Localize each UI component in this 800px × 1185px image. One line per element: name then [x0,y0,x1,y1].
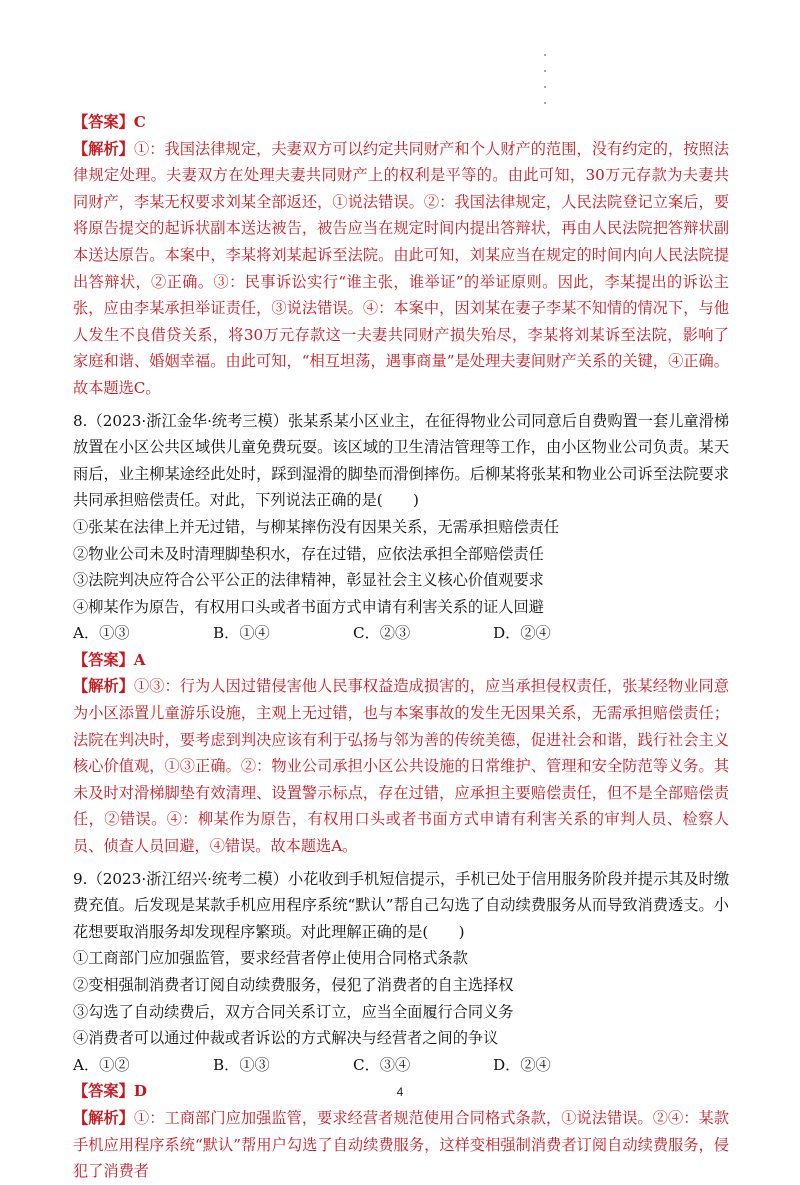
option-b: B．①④ [213,624,270,643]
option-a: A．①③ [73,624,130,643]
option-c: C．③④ [353,1055,411,1074]
question-8 [73,408,729,514]
answer-line [73,647,729,674]
option-c: C．②③ [353,624,411,643]
question-stem: 张某系某小区业主，在征得物业公司同意后自费购置一套儿童滑梯放置在小区公共区域供儿童免费玩耍。该区域的卫生清洁管理等工作，由小区物业公司负责。某天雨后，业主柳某途经此处时，踩到湿滑的脚垫而滑倒摔伤。后柳某将张某和物业公司诉至法院要求共同承担赔偿责任。对此，下列说法正确的是( ) [73,411,730,510]
option-d: D．②④ [493,1055,551,1074]
question-number: 9. [73,869,88,888]
question-9 [73,866,729,946]
answer-label: 【答案】 [73,113,134,131]
statement: ①张某在法律上并无过错，与柳某摔伤没有因果关系，无需承担赔偿责任 [73,517,559,536]
question-source: （2023·浙江绍兴·统考二模） [87,869,288,888]
analysis-paragraph [73,136,729,402]
answer-value: D [133,1082,147,1101]
page-number: 4 [396,1085,404,1099]
analysis-text: ①：工商部门应加强监管，要求经营者规范使用合同格式条款，①说法错误。②④：某款手机应用程序系统“默认”帮用户勾选了自动续费服务，这样变相强制消费者订阅自动续费服务，侵犯了消费者 [73,1108,730,1181]
analysis-label: 【解析】 [73,677,135,696]
statement: ④消费者可以通过仲裁或者诉讼的方式解决与经营者之间的争议 [73,1029,499,1048]
statement: ②变相强制消费者订阅自动续费服务，侵犯了消费者的自主选择权 [73,976,514,994]
question-source: （2023·浙江金华·统考三模） [87,411,288,430]
page-content [73,109,729,1185]
option-a: A．①② [73,1055,130,1074]
answer-label: 【答案】 [73,650,134,669]
options-row [73,1052,729,1079]
analysis-text: ①③：行为人因过错侵害他人民事权益造成损害的，应当承担侵权责任，张某经物业同意为小区添置儿童游乐设施，主观上无过错，也与本案事故的发生无因果关系，无需承担赔偿责任；法院在判决时，要考虑到判决应该有利于弘扬与邻为善的传统美德，促进社会和谐，践行社会主义核心价值观，①③正确。②：物业公司承担小区公共设施的日常维护、管理和安全防范等义务。其未及时对滑梯脚垫有效清理、设置警示标点，存在过错，应承担主要赔偿责任，但不是全部赔偿责任，②错误。④：柳某作为原告，有权用口头或者书面方式申请有利害关系的审判人员、检察人员、侦查人员回避，④错误。故本题选A。 [73,677,730,856]
analysis-label: 【解析】 [73,139,135,158]
answer-line [73,109,729,136]
question-number: 8. [73,411,88,430]
question-stem: 小花收到手机短信提示，手机已处于信用服务阶段并提示其及时缴费充值。后发现是某款手机应用程序系统“默认”帮自己勾选了自动续费服务从而导致消费透支。小花想要取消服务却发现程序繁琐。对此理解正确的是( ) [73,869,730,941]
answer-label: 【答案】 [73,1082,134,1101]
statement: ③法院判决应符合公平公正的法律精神，彰显社会主义核心价值观要求 [73,571,544,590]
statement: ①工商部门应加强监管，要求经营者停止使用合同格式条款 [73,949,468,968]
options-row [73,620,729,647]
answer-value: A [133,650,146,669]
analysis-text: ①：我国法律规定，夫妻双方可以约定共同财产和个人财产的范围，没有约定的，按照法律规定处理。夫妻双方在处理夫妻共同财产上的权利是平等的。由此可知，30万元存款为夫妻共同财产，李某无权要求刘某全部返还，①说法错误。②：我国法律规定，人民法院登记立案后，要将原告提交的起诉状副本送达被告，被告应当在规定时间内提出答辩状，再由人民法院把答辩状副本送达原告。本案中，李某将刘某起诉至法院。由此可知，刘某应当在规定的时间内向人民法院提出答辩状，②正确。③：民事诉讼实行“谁主张，谁举证”的举证原则。因此，李某提出的诉讼主张，应由李某承担举证责任，③说法错误。④：本案中，因刘某在妻子李某不知情的情况下，与他人发生不良借贷关系，将30万元存款这一夫妻共同财产损失殆尽，李某将刘某诉至法院，影响了家庭和谐、婚姻幸福。由此可知，“相互坦荡，遇事商量”是处理夫妻间财产关系的关键，④正确。故本题选C。 [73,139,730,397]
statement: ④柳某作为原告，有权用口头或者书面方式申请有利害关系的证人回避 [73,597,544,616]
statement: ③勾选了自动续费后，双方合同关系订立，应当全面履行合同义务 [73,1002,514,1021]
option-b: B．①③ [213,1055,270,1074]
answer-value: C [133,113,146,131]
option-d: D．②④ [493,624,551,643]
analysis-paragraph [73,673,729,859]
analysis-paragraph [73,1105,729,1185]
analysis-label: 【解析】 [73,1108,135,1127]
statement: ②物业公司未及时清理脚垫积水，存在过错，应依法承担全部赔偿责任 [73,544,544,563]
